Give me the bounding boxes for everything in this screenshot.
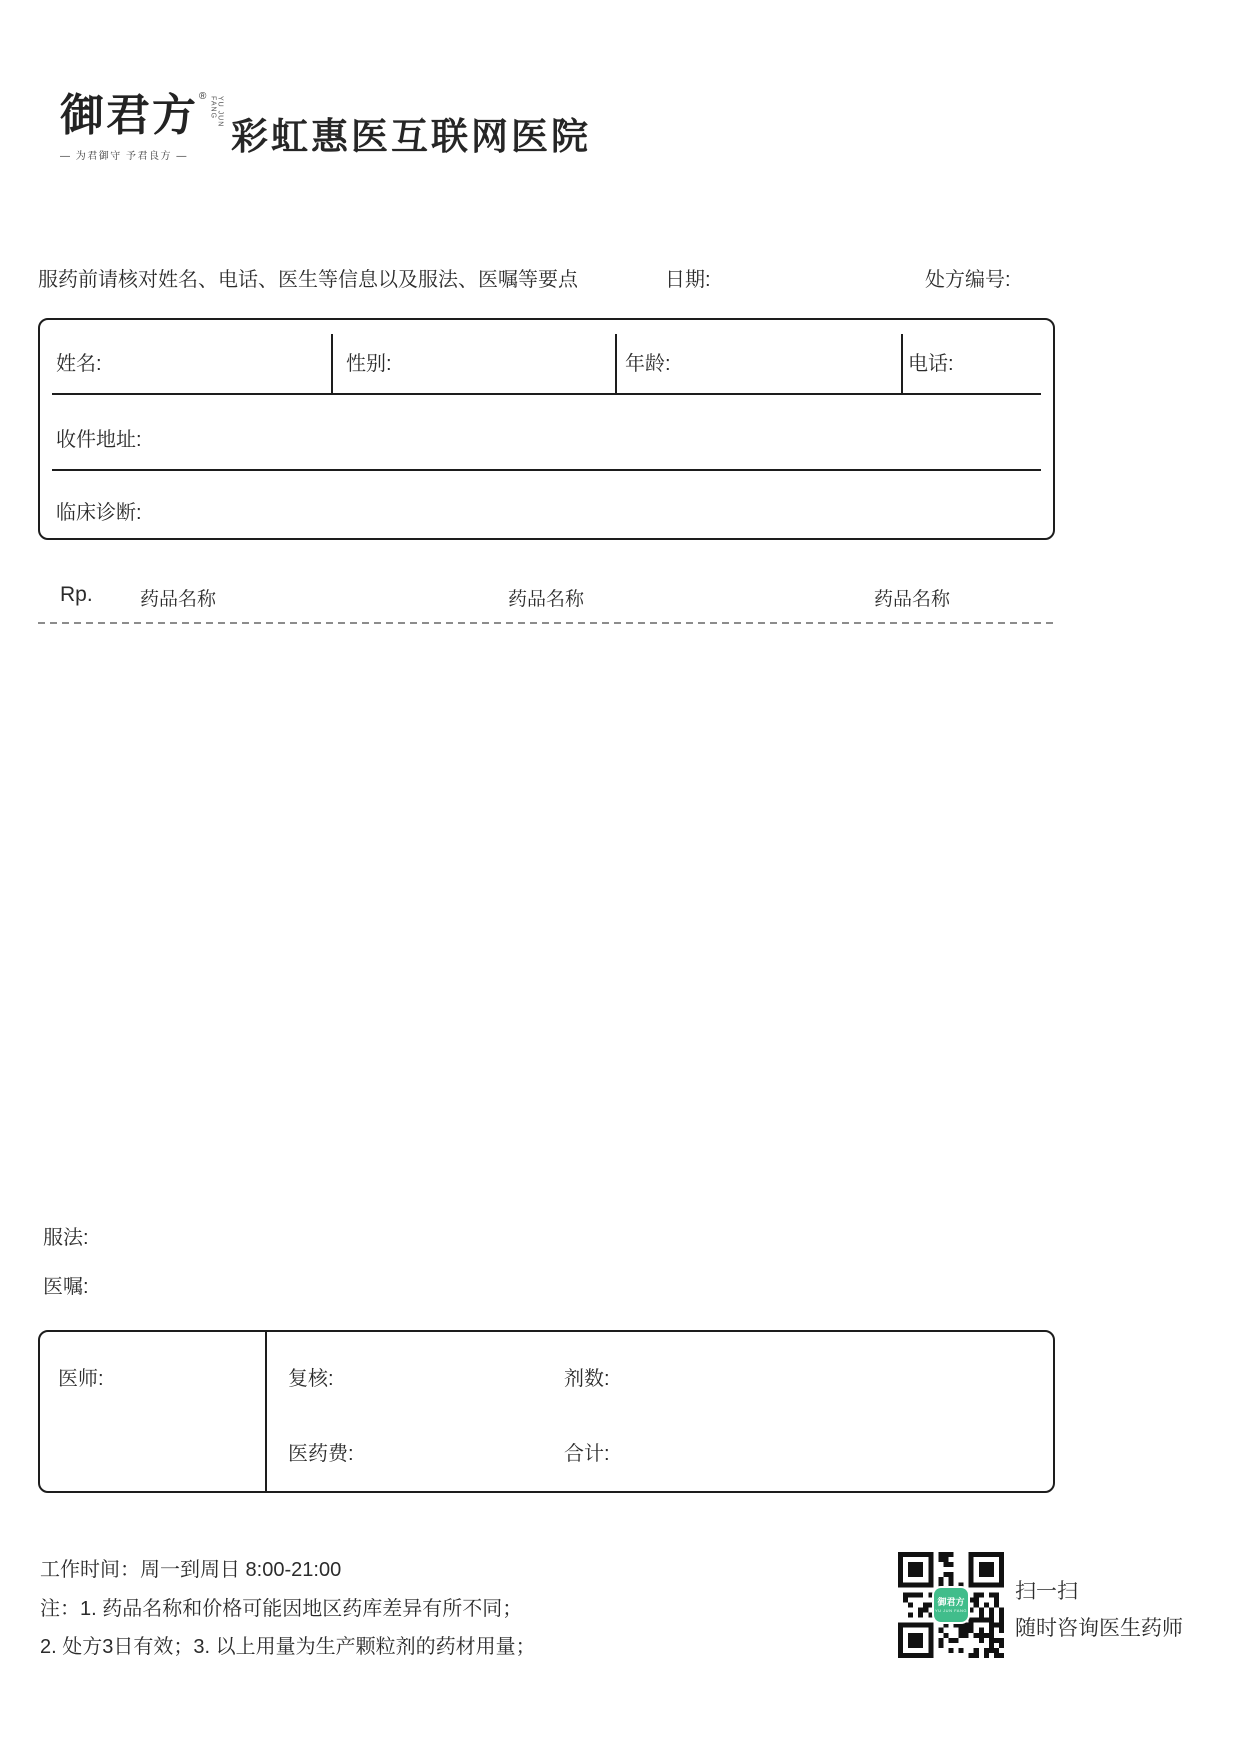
rx-dashed-divider (38, 622, 1055, 624)
patient-age-label: 年龄: (625, 353, 671, 375)
qr-caption-scan: 扫一扫 (1015, 1580, 1078, 1603)
footnote-line-2: 2. 处方3日有效；3. 以上用量为生产颗粒剂的药材用量； (40, 1636, 536, 1658)
brand-logo-text: 御君方 (60, 90, 198, 141)
drug-name-column-header: 药品名称 (140, 589, 217, 610)
dose-count-label: 剂数: (564, 1368, 610, 1390)
medicine-fee-label: 医药费: (288, 1443, 354, 1465)
patient-name-label: 姓名: (56, 353, 102, 375)
column-divider (901, 334, 903, 393)
brand-logo (60, 92, 223, 162)
column-divider (615, 334, 617, 393)
shipping-address-label: 收件地址: (56, 429, 142, 451)
patient-info-box (38, 318, 1055, 540)
physician-label: 医师: (58, 1368, 104, 1390)
qr-code (898, 1552, 1004, 1658)
patient-gender-label: 性别: (346, 353, 392, 375)
brand-tagline: — 为君御守 予君良方 — (60, 151, 188, 162)
qr-center-brand-badge (934, 1588, 968, 1622)
qr-badge-subtext: YU JUN FANG (935, 1607, 967, 1613)
column-divider (331, 334, 333, 393)
total-label: 合计: (564, 1443, 610, 1465)
rp-label: Rp. (60, 583, 93, 606)
hospital-name-title: 彩虹惠医互联网医院 (231, 116, 591, 157)
brand-logo-pinyin: YU JUN FANG (209, 96, 224, 128)
working-hours-note: 工作时间：周一到周日 8:00-21:00 (40, 1559, 342, 1581)
drug-name-column-header: 药品名称 (874, 589, 951, 610)
column-divider (265, 1332, 267, 1491)
drug-name-column-header: 药品名称 (508, 589, 585, 610)
row-divider (52, 469, 1041, 471)
review-label: 复核: (288, 1368, 334, 1390)
doctor-advice-label: 医嘱: (43, 1276, 89, 1298)
row-divider (52, 393, 1041, 395)
prescription-number-label: 处方编号: (925, 269, 1011, 291)
clinical-diagnosis-label: 临床诊断: (56, 502, 142, 524)
qr-badge-text: 御君方 (937, 1596, 965, 1607)
usage-instructions-label: 服法: (43, 1227, 89, 1249)
patient-phone-label: 电话: (908, 353, 954, 375)
registered-trademark-icon: ® (199, 91, 207, 102)
qr-caption-consult: 随时咨询医生药师 (1015, 1617, 1183, 1640)
footnote-line-1: 注：1. 药品名称和价格可能因地区药库差异有所不同； (40, 1598, 523, 1620)
date-label: 日期: (665, 269, 711, 291)
signoff-box (38, 1330, 1055, 1493)
verification-notice: 服药前请核对姓名、电话、医生等信息以及服法、医嘱等要点 (38, 269, 578, 291)
